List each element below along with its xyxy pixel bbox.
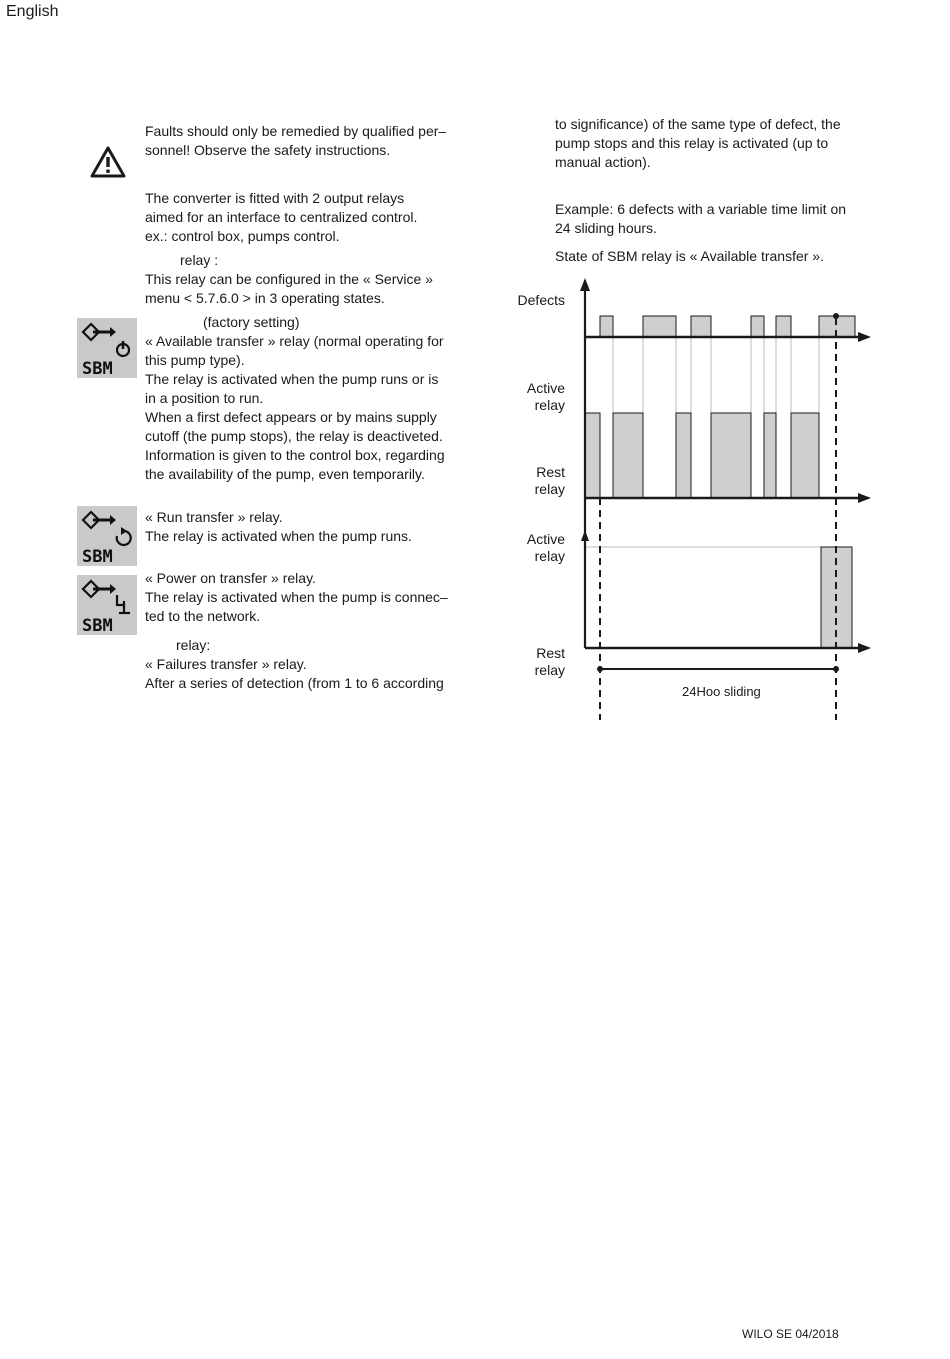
label-active-relay-1: Active relay <box>526 380 565 413</box>
language-label: English <box>6 3 59 20</box>
defect-pulses <box>600 316 855 337</box>
state1-heading: (factory setting) <box>203 314 300 330</box>
label-defects: Defects <box>517 292 565 308</box>
sbm-power-icon <box>77 575 137 635</box>
continuation-text: to significance) of the same type of defect, the pump stops and this relay is activated (up to manual action). <box>555 116 841 170</box>
state3-description: « Power on transfer » relay. The relay is activated when the pump is connec– ted to the network. <box>145 570 448 624</box>
relay-timing-diagram <box>575 275 880 725</box>
label-active-relay-2: Active relay <box>526 531 565 564</box>
sbm-icon-text: SBM <box>82 547 113 566</box>
example-text: Example: 6 defects with a variable time limit on 24 sliding hours. <box>555 201 847 236</box>
sbm-run-icon <box>77 506 137 566</box>
label-rest-relay-1: Rest relay <box>534 464 565 497</box>
warning-triangle-icon <box>90 145 126 179</box>
window-label: 24Hoo sliding <box>682 684 761 699</box>
label-rest-relay-2: Rest relay <box>534 645 565 678</box>
sbm-icon-text: SBM <box>82 616 113 635</box>
axis-arrowhead-2 <box>581 530 589 541</box>
sbm-config-text: This relay can be configured in the « Service » menu < 5.7.6.0 > in 3 operating states. <box>145 271 433 306</box>
axis-arrowheads <box>858 332 871 653</box>
sbm-relay-heading: relay : <box>180 252 219 268</box>
window-marker-dot <box>833 313 839 319</box>
window-span-start <box>597 666 603 672</box>
window-markers <box>600 318 836 720</box>
state-line: State of SBM relay is « Available transfer ». <box>555 248 824 264</box>
state2-description: « Run transfer » relay. The relay is activated when the pump runs. <box>145 509 412 544</box>
footer-text: WILO SE 04/2018 <box>742 1327 839 1341</box>
axis-arrowhead <box>580 278 590 291</box>
window-span-end <box>833 666 839 672</box>
warning-text: Faults should only be remedied by qualified per– sonnel! Observe the safety instructions. <box>145 123 447 158</box>
intro-paragraph: The converter is fitted with 2 output relays aimed for an interface to centralized control. ex.: control box, pumps control. <box>145 190 418 244</box>
relay1-pulses <box>585 413 819 498</box>
sbm-icon-text: SBM <box>82 359 113 378</box>
sff-description: « Failures transfer » relay. After a series of detection (from 1 to 6 according <box>145 656 444 691</box>
sbm-available-icon <box>77 318 137 378</box>
sff-relay-heading: relay: <box>176 637 211 653</box>
state1-description: « Available transfer » relay (normal operating for this pump type). The relay is activated when the pump runs or is in a position to run. When a first defect appears or by mains supply cutoff (the pump stops), the relay is deactiveted. Information is given to the control box, regarding the availability of the pump, even temporarily. <box>145 333 445 482</box>
